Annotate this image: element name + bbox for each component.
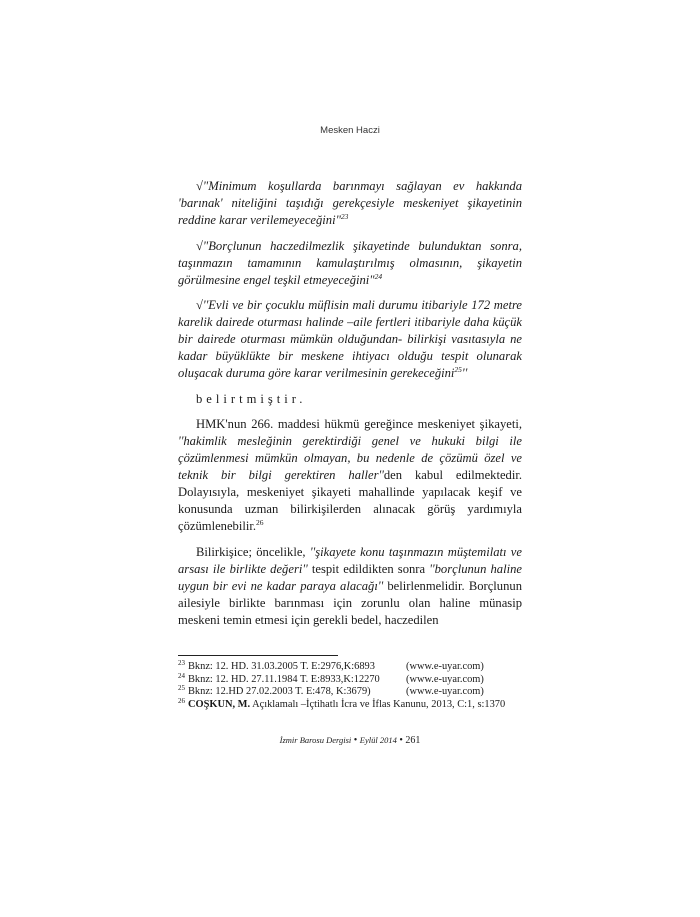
paragraph-belirtmistir: belirtmiştir. (196, 391, 307, 406)
footnote-link[interactable]: (www.e-uyar.com) (406, 661, 484, 672)
footnote-26: $^{26}$ COŞKUN, M. Açıklamalı –İçtihatlı İcra ve İflas Kanunu, 2013, C:1, s:1370 (178, 696, 506, 710)
paragraph-bilirkisice: Bilirkişice; öncelikle, ''şikayete konu taşınmazın müştemilatı ve arsası ile birlikte değeri'' tespit edildikten sonra ''borçlunun haline uygun bir evi ne kadar paraya alacağı'' belirlenmelidir. Borçlunun ailesiyle birlikte barınması için zorunlu olan haline münasip meskeni temin etmesi için gerekli bedel, haczedilen (178, 544, 522, 627)
quote-paragraph-3: √''Evli ve bir çocuklu müflisin mali durumu itibariyle 172 metre karelik dairede oturması halinde –aile fertleri itibariyle daha küçük bir dairede oturması mümkün olduğundan- bilirkişi vasıtasıyla ne kadar büyüklükte bir meskene ihtiyacı olduğu tespit olunarak oluşacak duruma göre karar verilmesinin gerekeceğini$^{25}$'' (178, 298, 522, 380)
footnote-ref[interactable]: 26 (256, 518, 264, 527)
checkmark-icon: √ (196, 238, 203, 253)
footnote-link[interactable]: (www.e-uyar.com) (406, 673, 484, 685)
footnote-ref[interactable]: 23 (340, 212, 349, 221)
footnote-ref[interactable]: 25 (454, 365, 462, 374)
page-number: 261 (405, 735, 421, 746)
quote-paragraph-1: √"Minimum koşullarda barınmayı sağlayan ev hakkında 'barınak' niteliğini taşıdığı gerekçesiyle meskeniyet şikayetinin reddine karar verilemeyeceğini"$^{23}$ (178, 179, 522, 227)
checkmark-icon: √ (196, 179, 203, 193)
footnote-divider (178, 655, 338, 656)
checkmark-icon: √ (196, 298, 203, 312)
footnote-ref[interactable]: 24 (374, 271, 383, 281)
issue-date: Eylül 2014 (359, 735, 397, 745)
running-header: Mesken Haczi (320, 125, 380, 136)
footnote-24: $^{24}$ Bknz: 12. HD. 27.11.1984 T. E:8933,K:12270 (www.e-uyar.com) (178, 671, 484, 685)
page-footer: İzmir Barosu Dergisi • Eylül 2014 • 261 (279, 735, 421, 746)
footnotes (178, 661, 522, 711)
footnote-25: $^{25}$ Bknz: 12.HD 27.02.2003 T. E:478, K:3679) (www.e-uyar.com) (178, 684, 484, 697)
paragraph-hmk: HMK'nun 266. maddesi hükmü gereğince meskeniyet şikayeti, ''hakimlik mesleğinin gerektirdiği genel ve hukuki bilgi ile çözümlenmesi mümkün olmayan, bu nedenle de çözümü özel ve teknik bir bilgi gerektiren haller''den kabul edilmektedir. Dolayısıyla, meskeniyet şikayeti mahallinde yapılacak keşif ve konusunda uzman bilirkişilerden alınacak görüş yardımıyla çözümlenebilir.$^{26}$ (178, 417, 523, 533)
journal-name: İzmir Barosu Dergisi (279, 735, 352, 745)
footnote-23: $^{23}$ Bknz: 12. HD. 31.03.2005 T. E:2976,K:6893 (www.e-uyar.com) (178, 659, 484, 672)
quote-paragraph-2: √"Borçlunun haczedilmezlik şikayetinde bulunduktan sonra, taşınmazın tamamının kamulaştırılmış olmasının, şikayetin görülmesine engel teşkil etmeyeceğini"$^{24}$ (178, 238, 522, 287)
body-text (178, 178, 522, 637)
footnote-link[interactable]: (www.e-uyar.com) (406, 686, 484, 697)
